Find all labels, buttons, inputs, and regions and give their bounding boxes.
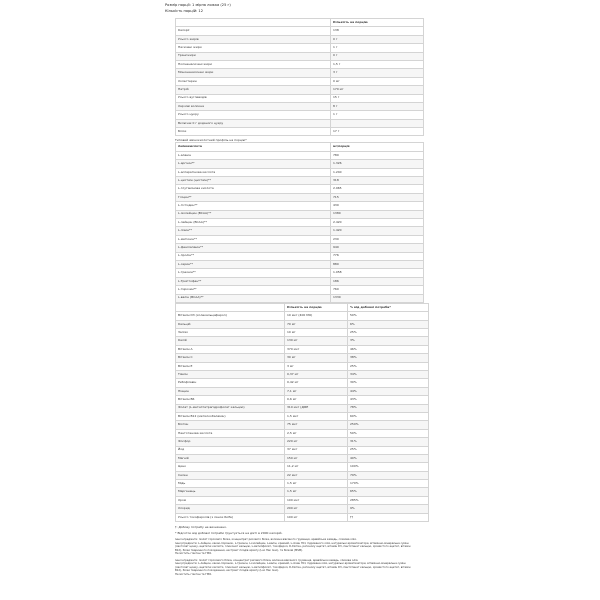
vitamin-row-cell-3: 25% (348, 446, 429, 454)
vitamin-row-cell-1: Хром (176, 496, 285, 504)
footnote-dv-undefined: †: Добову потребу не визначено. (175, 525, 227, 530)
gluten-free-note-2: Не містить глютен та ГМО. (175, 572, 212, 576)
vitamin-row-cell-2: 75 мкг (285, 421, 348, 429)
amino-row-cell-1: L-тирозин** (176, 286, 331, 294)
vitamin-row-cell-1: Йод (176, 446, 285, 454)
vitamin-row-cell-1: Пантотенова кислота (176, 429, 285, 437)
vitamin-row-cell-1: Селен (176, 471, 285, 479)
vitamin-row-cell-1: Марганець (176, 488, 285, 496)
vitamin-row-cell-2: 370 мкг (285, 345, 348, 353)
amino-header-row (176, 143, 424, 151)
vitamin-row-cell-1: Вітамін B12 (метилкобаламін) (176, 412, 285, 420)
vitamin-row-cell-2: 2,5 мг (285, 429, 348, 437)
vitamin-row-cell-1: Тіамін (176, 371, 285, 379)
amino-row-cell-2: 776 (331, 252, 424, 260)
vitamin-row-cell-3: 9% (348, 505, 429, 513)
nutrition-row-cell-2: 0 мг (331, 77, 424, 85)
nutrition-row (176, 94, 424, 102)
vitamin-row (176, 496, 429, 504)
vitamin-row-cell-3: 100% (348, 463, 429, 471)
amino-row (176, 235, 424, 243)
vitamin-row-cell-2: 70 мг (285, 320, 348, 328)
vitamin-row-cell-3: 43% (348, 396, 429, 404)
vitamin-row-cell-3: 3% (348, 337, 429, 345)
amino-row-cell-1: L-аланін (176, 151, 331, 159)
nutrition-row-cell-1: Харчові волокна (176, 102, 331, 110)
amino-row-cell-1: L-пролін** (176, 252, 331, 260)
vitamin-row-cell-2: 0,42 мг (285, 379, 348, 387)
amino-row-cell-2: 1380 (331, 210, 424, 218)
amino-row (176, 277, 424, 285)
vitamin-row (176, 488, 429, 496)
vitamin-row-cell-2: 150 мг (285, 454, 348, 462)
vitamin-row (176, 513, 429, 521)
nutrition-row-cell-1: Натрій (176, 86, 331, 94)
vitamin-row-cell-1: Вітамін C (176, 354, 285, 362)
vitamins-table (175, 303, 429, 522)
vitamin-row (176, 404, 429, 412)
vitamin-row-cell-1: Біотин (176, 421, 285, 429)
vitamin-row-cell-2: 220 мг (285, 438, 348, 446)
vitamin-row-cell-1: Кальцій (176, 320, 285, 328)
amino-row (176, 269, 424, 277)
nutrition-row (176, 86, 424, 94)
amino-row-cell-1: L-метіонін** (176, 235, 331, 243)
nutrition-row (176, 44, 424, 52)
vitamin-row-cell-1: Вітамін B6 (176, 396, 285, 404)
ingredients-paragraph-2: Інші ргредієнти: L-лейцин, какао-порошок, L-треонін, L-ізолейцин, L-валін, кремній, L-лізин HCl, гідрованого олія, натуральні ароматизатори, вітамінно-мінеральна суміш (лактолат цинку, ацетатні кислоти, глюконат кальцію, L-метилфолат, токоферол, D-біотин, ретинолу ацетат, вітамін D3, пантотенат кальцію, хромистого ацетат, вітамін B12), білки тваринного походження, екстракт плодів архату (Luo Han Guo), та білкові (MSM). (175, 541, 411, 552)
ingredients-paragraph-4: Інші ргредієнти: L-лейцин, какао-порошок, L-треонін, L-ізолейцин, L-валін, кремній, L-лізин HCl, гідрована олія, натуральні ароматизатори, вітамінно-мінеральна суміш (лактолат цинку, ацетатні кислоти, глюконат кальцію, L-метилфолат, токоферол, D-біотин, ретинолу ацетат, вітамін D3, пантотенат кальцію, хромистого ацетат, вітамін B12), білки тваринного походження, екстракт плодів архату (Luo Han Guo). (175, 562, 411, 573)
vitamin-row-cell-1: Вітамін E (176, 362, 285, 370)
vitamin-row-cell-2: 1,5 мг (285, 480, 348, 488)
vitamin-row-cell-3: 46% (348, 345, 429, 353)
amino-row (176, 286, 424, 294)
amino-row (176, 252, 424, 260)
vitamin-row-cell-3: 44% (348, 387, 429, 395)
nutrition-row-cell-2: 3 г (331, 69, 424, 77)
amino-row-cell-2: 1330 (331, 294, 424, 302)
amino-col-amount: мг/порція (331, 143, 424, 151)
vitamin-row-cell-2: 3 мг (285, 362, 348, 370)
vitamin-row-cell-3: 6% (348, 320, 429, 328)
vitamin-row (176, 345, 429, 353)
amino-row-cell-1: L-фенілаланін** (176, 244, 331, 252)
vitamin-row-cell-1: Залізо (176, 329, 285, 337)
amino-row (176, 160, 424, 168)
vitamin-row-cell-3: 25% (348, 362, 429, 370)
nutrition-row-cell-2: 170 мг (331, 86, 424, 94)
vitamin-row-cell-3: 250% (348, 421, 429, 429)
nutrition-row-cell-1: Насичені жири (176, 44, 331, 52)
nutrition-row (176, 60, 424, 68)
amino-row-cell-2: 430 (331, 202, 424, 210)
vitamins-header-row (176, 303, 429, 311)
vitamin-row-cell-2: 30 мг (285, 354, 348, 362)
vitamin-row-cell-2: 37 мкг (285, 446, 348, 454)
amino-row-cell-1: L-серин** (176, 260, 331, 268)
amino-row-cell-1: L-Триптофан** (176, 277, 331, 285)
vitamin-row-cell-1: Магній (176, 454, 285, 462)
vitamin-row-cell-2: 11,2 мг (285, 463, 348, 471)
vitamin-row (176, 412, 429, 420)
vitamin-row-cell-2: 130 мг (285, 337, 348, 345)
nutrition-row-cell-1: Трансжири (176, 52, 331, 60)
nutrition-col-amount: Кількість на порцію (331, 19, 424, 27)
vitamin-row-cell-3: 50% (348, 429, 429, 437)
nutrition-row-cell-1: Усього вуглеводів (176, 94, 331, 102)
nutrition-row-cell-1: Мононенасичені жири (176, 69, 331, 77)
nutrition-row-cell-2: 1 г (331, 111, 424, 119)
vitamin-row-cell-3: 170% (348, 480, 429, 488)
nutrition-row-cell-1: Білок (176, 128, 331, 136)
vitamin-row-cell-3: 38% (348, 354, 429, 362)
amino-col-name: Амінокислота (176, 143, 331, 151)
nutrition-row-cell-1: Включає 0 г доданого цукру (176, 119, 331, 127)
amino-table (175, 142, 424, 302)
nutrition-table (175, 18, 424, 136)
amino-row-cell-1: L-аргінін** (176, 160, 331, 168)
amino-row-cell-2: 2.420 (331, 218, 424, 226)
vitamin-row (176, 454, 429, 462)
vitamin-row (176, 354, 429, 362)
nutrition-row-cell-2: 1 г (331, 44, 424, 52)
vitamin-row-cell-3: 31% (348, 438, 429, 446)
vitamin-row-cell-3: 50% (348, 312, 429, 320)
amino-row-cell-1: L-лізин** (176, 227, 331, 235)
vitamin-row-cell-2: 7,1 мг (285, 387, 348, 395)
nutrition-row (176, 27, 424, 35)
vitamin-row-cell-1: Вітамін D3 (холекальциферол) (176, 312, 285, 320)
vitamin-row-cell-2: 1,5 мг (285, 488, 348, 496)
document-page (165, 2, 435, 576)
nutrition-row-cell-1: Усього жирів (176, 35, 331, 43)
footnote-calories: * Відсоток від добової потреби ґрунтується на дієті в 2000 калорій. (175, 531, 283, 536)
amino-row-cell-2: 1.240 (331, 168, 424, 176)
amino-row (176, 227, 424, 235)
vitamins-col-amount: Кількість на порцію (285, 303, 348, 311)
nutrition-row-cell-2: 8 г (331, 102, 424, 110)
amino-row-cell-1: L-цистеїн (цистеїн)** (176, 177, 331, 185)
nutrition-row (176, 35, 424, 43)
amino-row-cell-1: L-лейцин (BCAA)** (176, 218, 331, 226)
vitamin-row (176, 471, 429, 479)
vitamin-row (176, 379, 429, 387)
vitamin-row (176, 362, 429, 370)
amino-row-cell-1: Гліцин** (176, 193, 331, 201)
vitamin-row (176, 480, 429, 488)
amino-row-cell-2: 760 (331, 286, 424, 294)
vitamin-row (176, 446, 429, 454)
vitamins-col-dv: % від добової потреби* (348, 303, 429, 311)
nutrition-row-cell-1: Усього цукру (176, 111, 331, 119)
vitamin-row-cell-1: Хлорид (176, 505, 285, 513)
amino-row (176, 185, 424, 193)
amino-row-cell-2: 318 (331, 177, 424, 185)
amino-title: Типовий амінокислотний профіль на порцію* (175, 138, 247, 143)
vitamin-row-cell-1: Рибофлавін (176, 379, 285, 387)
serving-size: Розмір порції: 1 мірна ложка (25 г) (165, 3, 231, 7)
amino-row-cell-1: L-треонін** (176, 269, 331, 277)
vitamin-row-cell-1: Цинк (176, 463, 285, 471)
amino-row (176, 260, 424, 268)
vitamin-row-cell-2: 100 мг (285, 513, 348, 521)
amino-row-cell-2: 715 (331, 193, 424, 201)
amino-row (176, 202, 424, 210)
nutrition-row-cell-1: Холестерин (176, 77, 331, 85)
servings-count: Кількість порцій: 12 (165, 9, 203, 13)
vitamin-row (176, 387, 429, 395)
nutrition-row (176, 102, 424, 110)
vitamin-row (176, 429, 429, 437)
vitamin-row (176, 438, 429, 446)
nutrition-row-cell-2: 1,5 г (331, 60, 424, 68)
amino-row (176, 218, 424, 226)
amino-row-cell-1: L-гістидин** (176, 202, 331, 210)
nutrition-row (176, 77, 424, 85)
nutrition-row-cell-2: 17 г (331, 128, 424, 136)
vitamin-row-cell-2: 22 мкг (285, 471, 348, 479)
gluten-free-note-1: Не містить глютен та ГМО. (175, 552, 212, 556)
vitamin-row-cell-1: Мідь (176, 480, 285, 488)
vitamin-row-cell-1: Усього токоферолів (з ланок Rolfe) (176, 513, 285, 521)
vitamin-row-cell-1: Фолат (L-метилтетрагідрофолат кальцію) (176, 404, 285, 412)
amino-row-cell-1: L-валін (BCAA)** (176, 294, 331, 302)
nutrition-row (176, 52, 424, 60)
vitamin-row-cell-1: Вітамін A (176, 345, 285, 353)
vitamin-row-cell-3: 78% (348, 404, 429, 412)
amino-row-cell-2: 1.058 (331, 269, 424, 277)
nutrition-row-cell-2: 0 г (331, 52, 424, 60)
vitamin-row (176, 320, 429, 328)
vitamin-row-cell-3: 79% (348, 471, 429, 479)
vitamin-row-cell-3: 285% (348, 496, 429, 504)
amino-row-cell-2: 940 (331, 244, 424, 252)
vitamin-row-cell-3: 40% (348, 454, 429, 462)
vitamin-row-cell-3: †† (348, 513, 429, 521)
vitamin-row-cell-2: 1,5 мкг (285, 412, 348, 420)
nutrition-row-cell-2: 138 (331, 27, 424, 35)
nutrition-col-name (176, 19, 331, 27)
vitamin-row-cell-3: 65% (348, 488, 429, 496)
vitamin-row (176, 312, 429, 320)
vitamin-row-cell-2: 10 мг (285, 329, 348, 337)
nutrition-row-cell-2: 0 г (331, 35, 424, 43)
vitamin-row-cell-2: 310 мкг (ДФЕ (285, 404, 348, 412)
vitamin-row (176, 337, 429, 345)
vitamin-row-cell-2: 200 мг (285, 505, 348, 513)
amino-row-cell-2: 2.965 (331, 185, 424, 193)
amino-row-cell-2: 780 (331, 151, 424, 159)
nutrition-row-cell-1: Поліненасичені жири (176, 60, 331, 68)
vitamin-row-cell-2: 0,37 мг (285, 371, 348, 379)
vitamin-row-cell-3: 34% (348, 371, 429, 379)
amino-row-cell-2: 880 (331, 260, 424, 268)
vitamin-row-cell-2: 10 мкг (400 МО) (285, 312, 348, 320)
vitamin-row-cell-2: 100 мкг (285, 496, 348, 504)
vitamin-row (176, 463, 429, 471)
amino-row-cell-2: 230 (331, 235, 424, 243)
amino-row (176, 244, 424, 252)
ingredients-paragraph-1: Інші інгредієнти: Ізолят гороховго білка, концентрат рисового білка, волокна вівсяного груменця, аравійська камедь, слизова олія. (175, 538, 357, 542)
amino-row-cell-2: 1.326 (331, 160, 424, 168)
vitamin-row-cell-1: Калій (176, 337, 285, 345)
amino-row-cell-2: 186 (331, 277, 424, 285)
vitamin-row-cell-3: 30% (348, 379, 429, 387)
amino-row (176, 193, 424, 201)
amino-row-cell-2: 1.420 (331, 227, 424, 235)
amino-row-cell-1: L-ізолейцин (BCAA)** (176, 210, 331, 218)
vitamin-row (176, 396, 429, 404)
ingredients-paragraph-3: Інші інгредієнти: Ізолят горохового білка, концентрат рисового білка, волокна вівсяного груменця, аравійська камедь, слизова олія. (175, 558, 359, 562)
amino-row (176, 151, 424, 159)
amino-row (176, 168, 424, 176)
nutrition-header-row (176, 19, 424, 27)
vitamin-row (176, 329, 429, 337)
amino-row (176, 210, 424, 218)
vitamin-row-cell-3: 60% (348, 412, 429, 420)
vitamins-col-name (176, 303, 285, 311)
vitamin-row-cell-1: Фосфор (176, 438, 285, 446)
vitamin-row-cell-3: 25% (348, 329, 429, 337)
nutrition-row (176, 119, 424, 127)
vitamin-row (176, 421, 429, 429)
vitamin-row (176, 505, 429, 513)
vitamin-row (176, 371, 429, 379)
nutrition-row-cell-1: Калорії (176, 27, 331, 35)
nutrition-row (176, 128, 424, 136)
nutrition-row (176, 69, 424, 77)
amino-row-cell-1: L-аспарагінова кислота (176, 168, 331, 176)
amino-row-cell-1: L-глутамінова кислота (176, 185, 331, 193)
amino-row (176, 177, 424, 185)
nutrition-row-cell-2 (331, 119, 424, 127)
nutrition-row-cell-2: 15 г (331, 94, 424, 102)
vitamin-row-cell-2: 0,6 мг (285, 396, 348, 404)
nutrition-row (176, 111, 424, 119)
vitamin-row-cell-1: Ніацин (176, 387, 285, 395)
amino-row (176, 294, 424, 302)
